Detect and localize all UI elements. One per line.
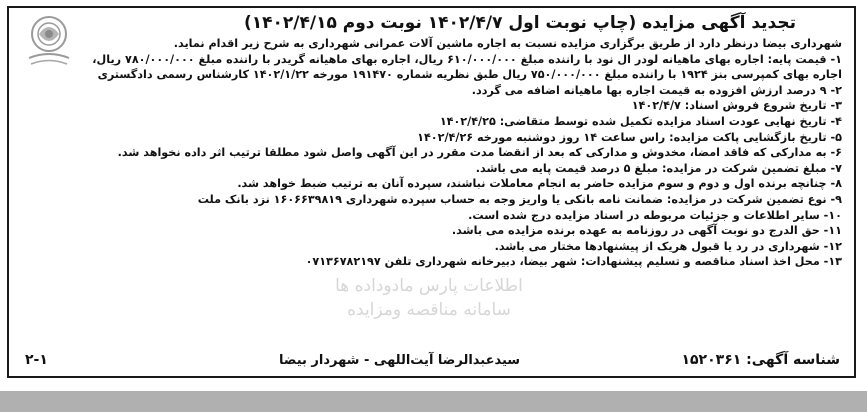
watermark-line: سامانه مناقصه ومزایده — [347, 300, 511, 320]
notice-item: ۱- قیمت پایه: اجاره بهای ماهیانه لودر ال نود با راننده مبلغ ۶۱۰/۰۰۰/۰۰۰ ریال، اجاره بهای ماهیانه گریدر با راننده مبلغ ۷۸۰/۰۰۰/۰۰۰ ریال، اجاره بهای کمپرسی بنز ۱۹۲۴ با راننده مبلغ ۷۵۰/۰۰۰/۰۰۰ ریال طبق نظریه شماره ۱۹۱۴۷۰ مورخه ۱۴۰۲/۱/۲۲ کارشناس رسمی دادگستری — [92, 52, 842, 82]
bottom-band — [0, 391, 867, 412]
notice-items-list — [82, 52, 842, 270]
notice-body — [82, 36, 842, 270]
notice-item: ۷- مبلغ تضمین شرکت در مزایده: مبلغ ۵ درصد قیمت پایه می باشد. — [475, 161, 842, 175]
ad-id: شناسه آگهی: ۱۵۲۰۳۶۱ — [681, 352, 840, 368]
advertisement-box — [7, 6, 856, 378]
notice-item: ۱۰- سایر اطلاعات و جزئیات مربوطه در اسناد مزایده درج شده است. — [468, 208, 842, 222]
signatory: سیدعبدالرضا آیت‌اللهی - شهردار بیضا — [279, 353, 521, 368]
notice-intro: شهرداری بیضا درنظر دارد از طریق برگزاری مزایده نسبت به اجاره ماشین آلات عمرانی شهرداری به شرح زیر اقدام نماید. — [173, 37, 842, 50]
page-code: ۲-۱ — [25, 352, 48, 368]
notice-item: ۸- چنانچه برنده اول و دوم و سوم مزایده حاضر به انجام معاملات نباشند، سپرده آنان به ترتیب ضبط خواهد شد. — [237, 177, 842, 191]
notice-item: ۱۳- محل اخذ اسناد مناقصه و تسلیم پیشنهادات: شهر بیضا، دبیرخانه شهرداری تلفن ۰۷۱۳۶۷۸۲۱۹۷ — [305, 255, 842, 269]
notice-item: ۵- تاریخ بازگشایی پاکت مزایده: راس ساعت ۱۴ روز دوشنبه مورخه ۱۴۰۲/۴/۲۶ — [417, 130, 842, 144]
notice-title: تجدید آگهی مزایده (چاپ نوبت اول ۱۴۰۲/۴/۷ نوبت دوم ۱۴۰۲/۴/۱۵) — [244, 13, 796, 33]
notice-item: ۱۲- شهرداری در رد یا قبول هریک از پیشنهادها مختار می باشد. — [494, 239, 842, 253]
notice-item: ۶- به مدارکی که فاقد امضا، مخدوش و مدارکی که بعد از انقضا مدت مقرر در این آگهی واصل شود مطلقا ترتیب اثر داده نخواهد شد. — [117, 146, 842, 160]
watermark — [239, 274, 619, 322]
notice-item: ۹- نوع تضمین شرکت در مزایده: ضمانت نامه بانکی یا واریز وجه به حساب سپرده شهرداری ۱۶۰۶۶۳۹۸۱۹ نزد بانک ملت — [197, 192, 842, 206]
notice-item: ۲- ۹ درصد ارزش افزوده به قیمت اجاره بها ماهیانه اضافه می گردد. — [471, 83, 842, 97]
municipality-logo-icon — [23, 12, 75, 68]
watermark-line: اطلاعات پارس مادوداده ها — [335, 276, 523, 296]
notice-item: ۴- تاریخ نهایی عودت اسناد مزایده تکمیل شده توسط متقاضی: ۱۴۰۲/۴/۲۵ — [439, 114, 842, 128]
notice-item: ۱۱- حق الدرج دو نوبت آگهی در روزنامه به عهده برنده مزایده می باشد. — [451, 224, 842, 238]
notice-item: ۳- تاریخ شروع فروش اسناد: ۱۴۰۲/۴/۷ — [631, 99, 842, 113]
